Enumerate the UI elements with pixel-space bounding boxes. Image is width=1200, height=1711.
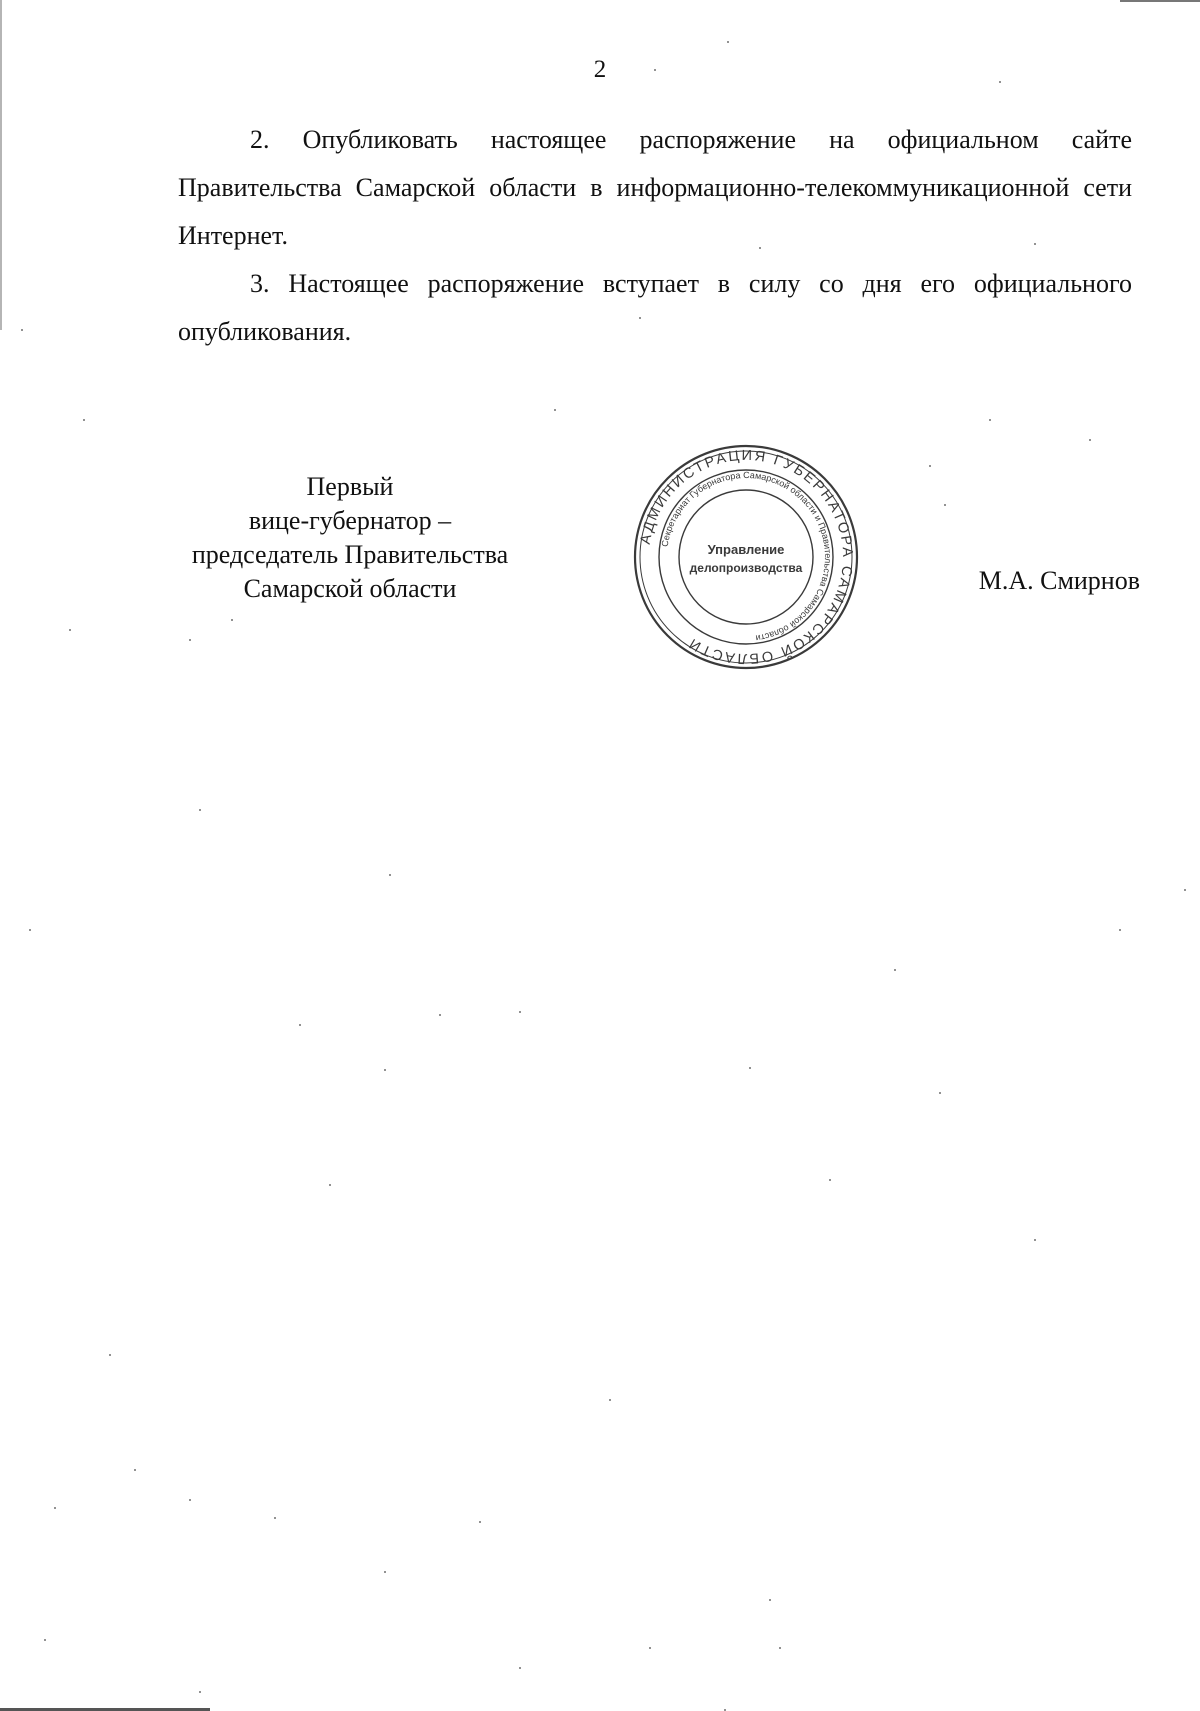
scan-speck: [939, 1092, 941, 1094]
scan-speck: [134, 1469, 136, 1471]
scan-speck: [274, 1517, 276, 1519]
scan-speck: [894, 969, 896, 971]
scan-speck: [1119, 929, 1121, 931]
scan-speck: [929, 465, 931, 467]
scan-speck: [829, 1179, 831, 1181]
scan-speck: [83, 419, 85, 421]
scan-speck: [727, 41, 729, 43]
scan-speck: [519, 1667, 521, 1669]
signatory-name: М.А. Смирнов: [978, 566, 1140, 595]
scan-speck: [189, 639, 191, 641]
scan-speck: [554, 409, 556, 411]
scan-speck: [231, 619, 233, 621]
page-number: 2: [593, 56, 607, 83]
scan-speck: [44, 1639, 46, 1641]
scan-speck: [1034, 1239, 1036, 1241]
seal-graphic: [631, 442, 861, 672]
scan-speck: [989, 419, 991, 421]
seal-center-line-2: делопроизводства: [689, 561, 803, 575]
document-body: [178, 116, 1132, 356]
scan-speck: [109, 1354, 111, 1356]
seal-inner-text: Секретариат Губернатора Самарской области и Правительства Самарской области: [659, 469, 834, 644]
scan-speck: [1184, 889, 1186, 891]
scan-speck: [189, 1499, 191, 1501]
scan-speck: [384, 1069, 386, 1071]
scan-speck: [944, 504, 946, 506]
signatory-title-line: Самарской области: [243, 574, 457, 603]
scan-speck: [1089, 439, 1091, 441]
scan-speck: [299, 1024, 301, 1026]
official-seal-stamp: [631, 442, 861, 672]
scan-speck: [479, 1521, 481, 1523]
scan-speck: [779, 1647, 781, 1649]
scan-speck: [69, 629, 71, 631]
scan-speck: [649, 1647, 651, 1649]
scan-speck: [199, 809, 201, 811]
scan-edge-top: [1120, 0, 1200, 2]
scan-speck: [439, 1014, 441, 1016]
seal-outer-text: АДМИНИСТРАЦИЯ ГУБЕРНАТОРА САМАРСКОЙ ОБЛАСТИ: [637, 447, 856, 667]
signatory-title-line: Первый: [306, 472, 394, 501]
seal-center-line-1: Управление: [707, 542, 785, 557]
signatory-title: [150, 470, 550, 606]
scan-edge-left: [0, 0, 2, 330]
scan-speck: [21, 329, 23, 331]
scan-speck: [54, 1507, 56, 1509]
scan-speck: [609, 1399, 611, 1401]
signatory-title-line: вице-губернатор –: [248, 506, 452, 535]
paragraph-effective: 3. Настоящее распоряжение вступает в силу со дня его официального опубликования.: [178, 269, 1132, 346]
scan-speck: [384, 1571, 386, 1573]
scan-speck: [769, 1599, 771, 1601]
scan-speck: [519, 1011, 521, 1013]
scan-speck: [329, 1184, 331, 1186]
paragraph-publish: 2. Опубликовать настоящее распоряжение на официальном сайте Правительства Самарской области в информационно-телекоммуникационной сети Интернет.: [178, 125, 1132, 250]
signatory-title-line: председатель Правительства: [191, 540, 509, 569]
scan-speck: [389, 874, 391, 876]
scan-speck: [199, 1691, 201, 1693]
scan-speck: [29, 929, 31, 931]
scan-speck: [749, 1067, 751, 1069]
